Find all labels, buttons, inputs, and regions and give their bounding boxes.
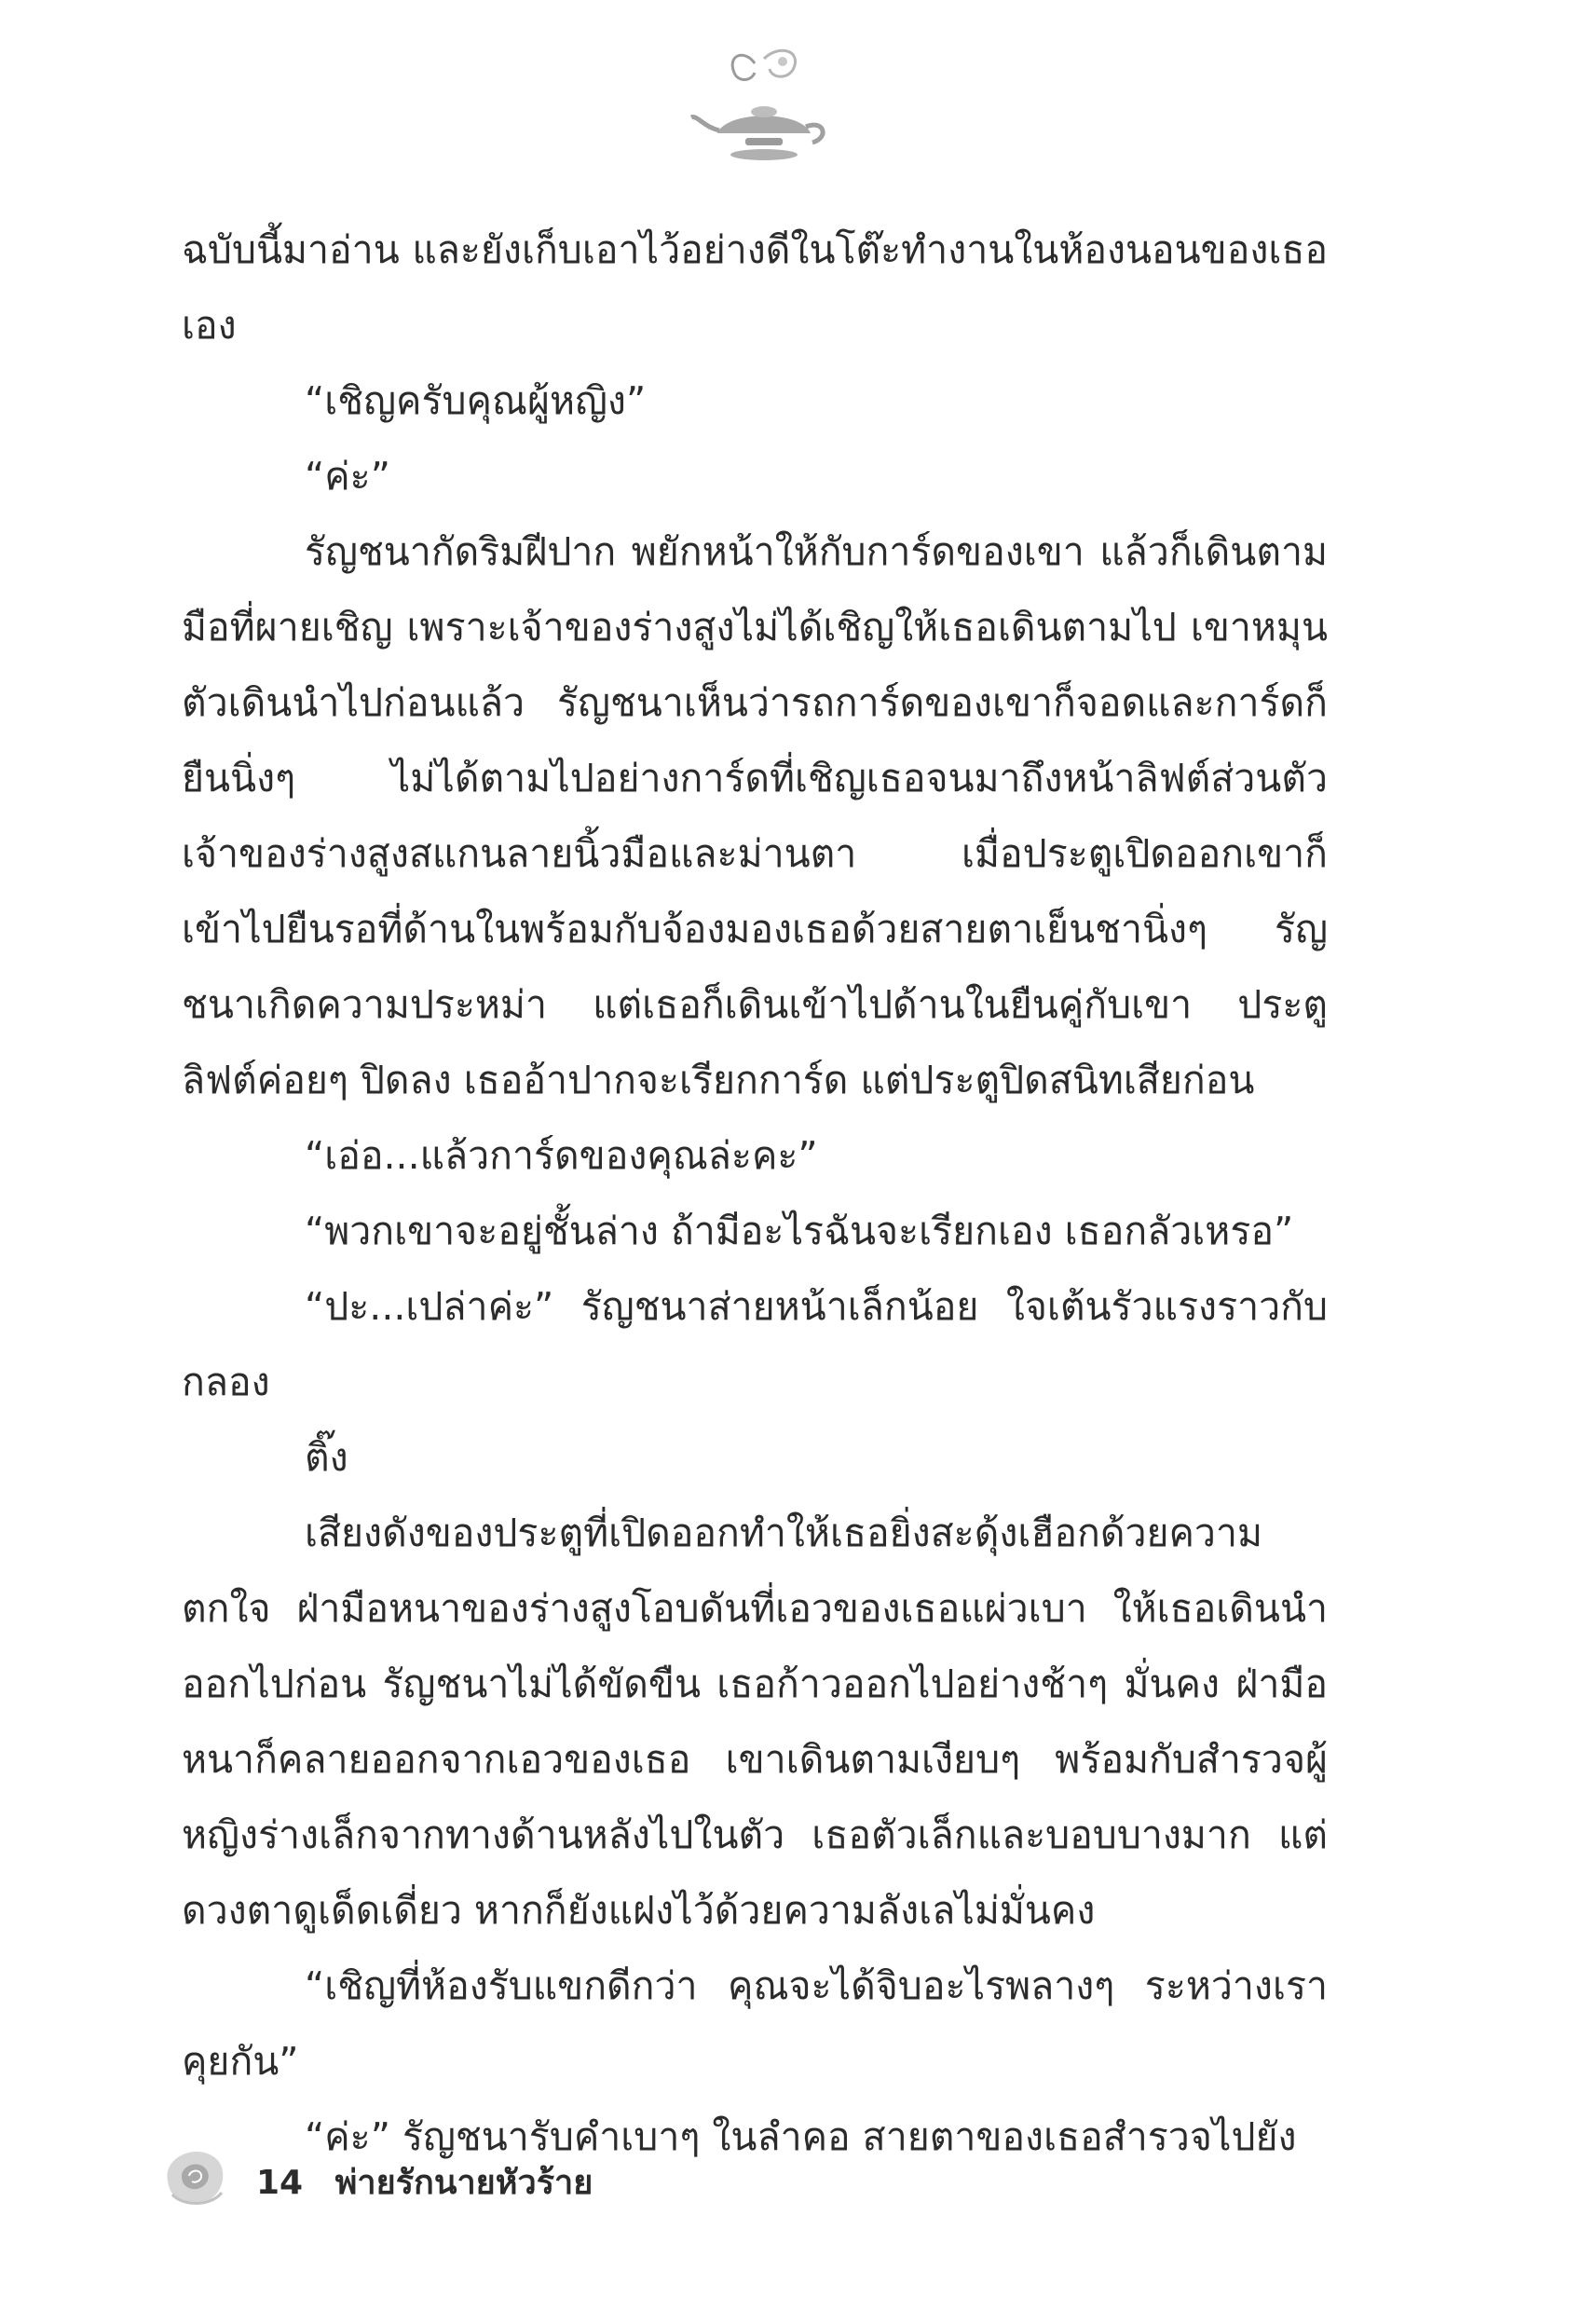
paragraph: เสียงดังของประตูที่เปิดออกทำให้เธอยิ่งสะดุ้งเฮือกด้วยความตกใจ ฝ่ามือหนาของร่างสูงโอบดันที่เอวของเธอแผ่วเบา ให้เธอเดินนำออกไปก่อน รัญชนาไม่ได้ขัดขืน เธอก้าวออกไปอย่างช้าๆ มั่นคง ฝ่ามือหนาก็คลายออกจากเอวของเธอ เขาเดินตามเงียบๆ พร้อมกับสำรวจผู้หญิงร่างเล็กจากทางด้านหลังไปในตัว เธอตัวเล็กและบอบบางมาก แต่ดวงตาดูเด็ดเดี่ยว หากก็ยังแฝงไว้ด้วยความลังเลไม่มั่นคง — [182, 1511, 1328, 1933]
page-footer — [158, 2139, 904, 2232]
story-text — [182, 212, 1328, 2175]
rose-icon — [158, 2139, 233, 2213]
paragraph: “ค่ะ” รัญชนารับคำเบาๆ ในลำคอ สายตาของเธอสำรวจไปยัง — [305, 2114, 1297, 2159]
paragraph: “เอ่อ...แล้วการ์ดของคุณล่ะคะ” — [305, 1133, 818, 1178]
page-number: 14 — [256, 2164, 304, 2202]
genie-lamp-icon — [689, 45, 839, 175]
footer-text — [256, 2155, 593, 2208]
paragraph: “พวกเขาจะอยู่ชั้นล่าง ถ้ามีอะไรฉันจะเรียกเอง เธอกลัวเหรอ” — [305, 1209, 1294, 1253]
book-title: พ่ายรักนายหัวร้าย — [334, 2164, 593, 2202]
paragraph: รัญชนากัดริมฝีปาก พยักหน้าให้กับการ์ดของเขา แล้วก็เดินตามมือที่ผายเชิญ เพราะเจ้าของร่างสูงไม่ได้เชิญให้เธอเดินตามไป เขาหมุนตัวเดินนำไปก่อนแล้ว รัญชนาเห็นว่ารถการ์ดของเขาก็จอดและการ์ดก็ยืนนิ่งๆ ไม่ได้ตามไปอย่างการ์ดที่เชิญเธอจนมาถึงหน้าลิฟต์ส่วนตัว เจ้าของร่างสูงสแกนลายนิ้วมือและม่านตา เมื่อประตูเปิดออกเขาก็เข้าไปยืนรอที่ด้านในพร้อมกับจ้องมองเธอด้วยสายตาเย็นชานิ่งๆ รัญชนาเกิดความประหม่า แต่เธอก็เดินเข้าไปด้านในยืนคู่กับเขา ประตูลิฟต์ค่อยๆ ปิดลง เธออ้าปากจะเรียกการ์ด แต่ประตูปิดสนิทเสียก่อน — [182, 529, 1328, 1102]
paragraph: “เชิญครับคุณผู้หญิง” — [305, 378, 647, 423]
paragraph: “ปะ...เปล่าค่ะ” รัญชนาส่ายหน้าเล็กน้อย ใจเต้นรัวแรงราวกับกลอง — [182, 1284, 1328, 1404]
paragraph: ฉบับนี้มาอ่าน และยังเก็บเอาไว้อย่างดีในโต๊ะทำงานในห้องนอนของเธอเอง — [182, 227, 1328, 348]
paragraph: ติ๊ง — [305, 1435, 348, 1480]
paragraph: “ค่ะ” — [305, 454, 390, 499]
paragraph: “เชิญที่ห้องรับแขกดีกว่า คุณจะได้จิบอะไรพลางๆ ระหว่างเราคุยกัน” — [182, 1963, 1328, 2084]
